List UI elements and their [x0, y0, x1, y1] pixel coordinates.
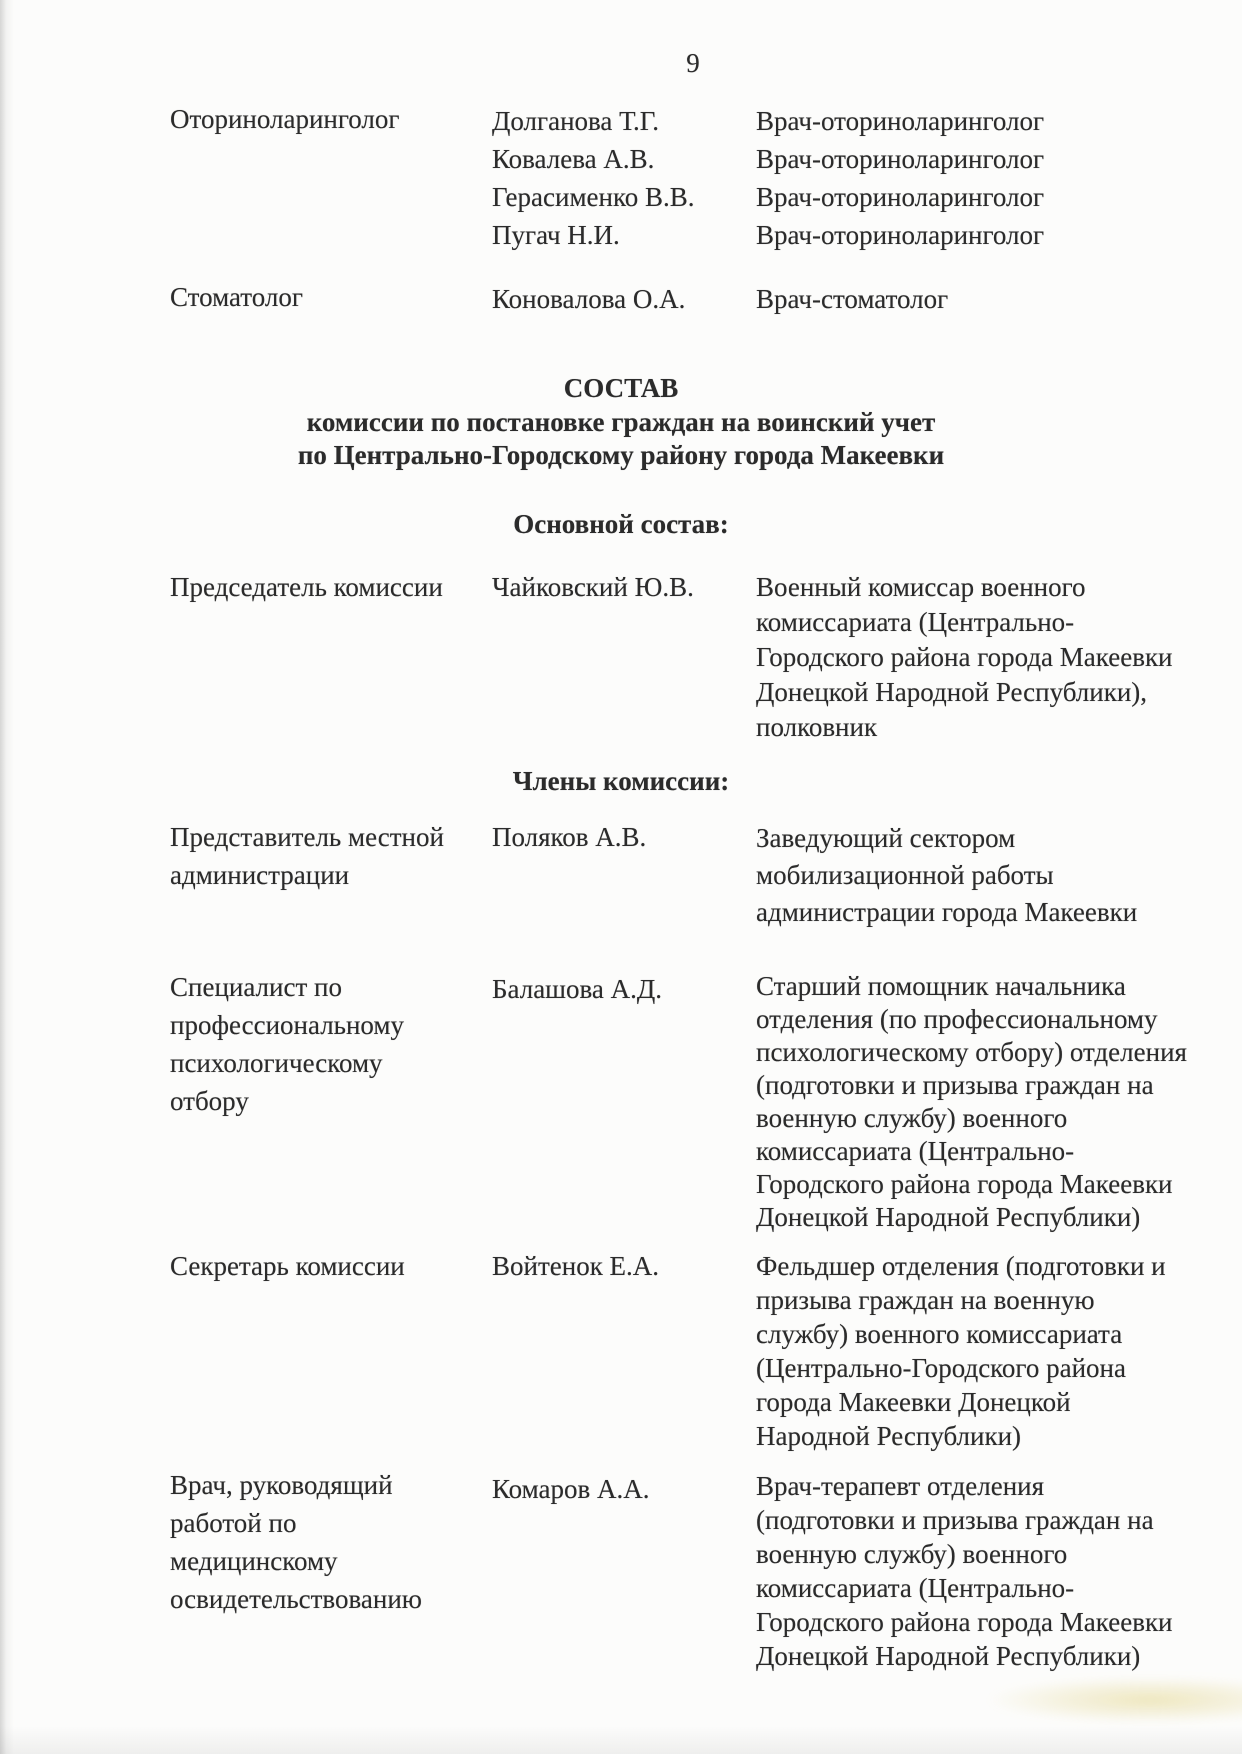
doctor-name: Пугач Н.И. [492, 220, 620, 250]
member-role: Специалист по профессиональному психологическому отбору [170, 972, 404, 1116]
doctor-name: Долганова Т.Г. [492, 106, 660, 136]
member-name: Балашова А.Д. [492, 974, 663, 1004]
doctor-name: Герасименко В.В. [492, 182, 695, 212]
member-name: Чайковский Ю.В. [492, 572, 694, 602]
doctor-position: Врач-оториноларинголог [756, 106, 1045, 136]
member-description: Врач-терапевт отделения (подготовки и призыва граждан на военную службу) военного комиссариата (Центрально-Городского района города Макеевки Донецкой Народной Республики) [756, 1471, 1173, 1671]
scan-bottom-shadow [0, 1726, 1242, 1754]
doctor-role: Стоматолог [170, 282, 303, 312]
member-role: Представитель местной администрации [170, 822, 444, 890]
scan-smudge-artifact [985, 1676, 1242, 1724]
doctor-position-list [756, 102, 1188, 254]
composition-title: СОСТАВ [563, 373, 679, 403]
doctor-role: Оториноларинголог [170, 104, 400, 134]
member-description: Военный комиссар военного комиссариата (Центрально-Городского района города Макеевки Донецкой Народной Республики), полковник [756, 572, 1173, 742]
member-name: Комаров А.А. [492, 1474, 650, 1504]
member-description: Старший помощник начальника отделения (по профессиональному психологическому отбору) отделения (подготовки и призыва граждан на военную службу) военного комиссариата (Центрально-Городского района города Макеевки Донецкой Народной Республики) [756, 971, 1187, 1232]
doctor-position: Врач-стоматолог [756, 284, 949, 314]
member-description: Заведующий сектором мобилизационной работы администрации города Макеевки [756, 823, 1138, 927]
doctor-position: Врач-оториноларинголог [756, 182, 1045, 212]
member-role: Врач, руководящий работой по медицинскому освидетельствованию [170, 1470, 422, 1614]
doctor-name-list [492, 102, 742, 254]
section-heading-members: Члены комиссии: [512, 766, 730, 796]
member-role: Секретарь комиссии [170, 1251, 405, 1281]
doctor-name: Коновалова О.А. [492, 284, 686, 314]
composition-subtitle-1: комиссии по постановке граждан на воинский учет [306, 407, 936, 437]
member-role: Председатель комиссии [170, 572, 443, 602]
member-name: Поляков А.В. [492, 822, 647, 852]
member-description: Фельдшер отделения (подготовки и призыва граждан на военную службу) военного комиссариата (Центрально-Городского района города Макеевки Донецкой Народной Республики) [756, 1251, 1166, 1451]
section-heading-main: Основной состав: [513, 509, 729, 539]
doctor-name: Ковалева А.В. [492, 144, 655, 174]
doctor-position: Врач-оториноларинголог [756, 220, 1045, 250]
doctor-position: Врач-оториноларинголог [756, 144, 1045, 174]
scan-left-edge-shadow [0, 0, 14, 1754]
composition-subtitle-2: по Центрально-Городскому району города Макеевки [297, 440, 945, 470]
page-number: 9 [686, 48, 700, 78]
member-name: Войтенок Е.А. [492, 1251, 660, 1281]
